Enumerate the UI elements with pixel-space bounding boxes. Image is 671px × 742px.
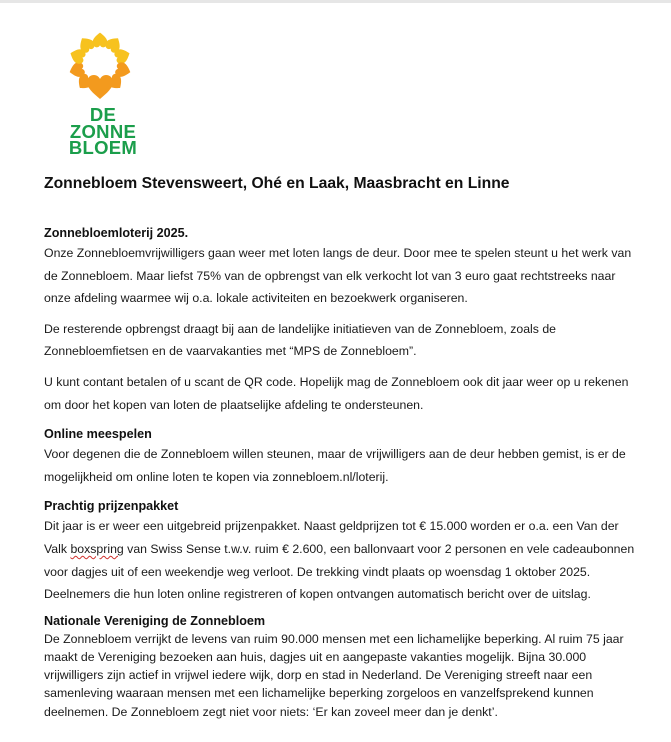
paragraph-prijzen	[44, 515, 638, 605]
petal-icon	[93, 33, 108, 48]
paragraph-loterij-rest: De resterende opbrengst draagt bij aan de landelijke initiatieven van de Zonnebloem, zoals de Zonnebloemfietsen en de vaarvakanties met “MPS de Zonnebloem”.	[44, 321, 557, 359]
sunflower-icon	[60, 32, 146, 108]
heart-icon	[87, 75, 113, 99]
paragraph-loterij-intro: Onze Zonnebloemvrijwilligers gaan weer met loten langs de deur. Door mee te spelen steunt u het werk van de Zonnebloem. Maar liefst 75% van de opbrengst van elk verkocht lot van 3 euro gaat rechtstreeks naar onze afdeling waarmee wij o.a. lokale activiteiten en bezoekwerk organiseren.	[44, 246, 632, 306]
logo-wordmark	[60, 104, 146, 158]
section-heading-loterij: Zonnebloemloterij 2025.	[44, 226, 189, 240]
logo-line-bloem: BLOEM	[68, 137, 138, 158]
zonnebloem-logo	[60, 32, 146, 160]
section-heading-prijzen: Prachtig prijzenpakket	[44, 499, 179, 514]
section-heading-online: Online meespelen	[44, 427, 152, 442]
paragraph-loterij-qr: U kunt contant betalen of u scant de QR code. Hopelijk mag de Zonnebloem ook dit jaar weer op u rekenen om door het kopen van loten de plaatselijke afdeling te ondersteunen.	[44, 374, 629, 412]
paragraph-prijzen-part-1: Dit jaar is er weer een uitgebreid prijzenpakket. Naast geldprijzen tot € 15.000 worden er o.a. een Van der Valk	[44, 519, 619, 556]
logo-line-zonne: ZONNE	[69, 120, 137, 142]
document-title: Zonnebloem Stevensweert, Ohé en Laak, Maasbracht en Linne	[44, 175, 510, 192]
paragraph-online: Voor degenen die de Zonnebloem willen steunen, maar de vrijwilligers aan de deur hebben gemist, is er de mogelijkheid om online loten te kopen via zonnebloem.nl/loterij.	[44, 447, 626, 484]
section-heading-vereniging: Nationale Vereniging de Zonnebloem	[44, 613, 266, 628]
document-body	[44, 224, 638, 721]
page-top-border	[0, 0, 671, 3]
paragraph-prijzen-part-2: van Swiss Sense t.w.v. ruim € 2.600, een ballonvaart voor 2 personen en vele cadeaubonnen voor dagjes uit of een weekendje weg verloot. De trekking vindt plaats op woensdag 1 oktober 2025. Deelnemers die hun loten online registreren of kopen ontvangen automatisch bericht over de uitslag.	[44, 541, 635, 602]
paragraph-vereniging: De Zonnebloem verrijkt de levens van ruim 90.000 mensen met een lichamelijke beperking. Al ruim 75 jaar maakt de Vereniging bezoeken aan huis, dagjes uit en aangepaste vakanties mogelijk. Bijna 30.000 vrijwilligers zijn actief in vrijwel iedere wijk, dorp en stad in Nederland. De Vereniging streeft naar een samenleving waaraan mensen met een lichamelijke beperking zorgeloos en vanzelfsprekend kunnen deelnemen. De Zonnebloem zegt niet voor niets: ‘Er kan zoveel meer dan je denkt’.	[44, 631, 624, 719]
spellcheck-flagged-word[interactable]: boxspring	[70, 541, 124, 556]
logo-line-de: DE	[89, 104, 117, 125]
